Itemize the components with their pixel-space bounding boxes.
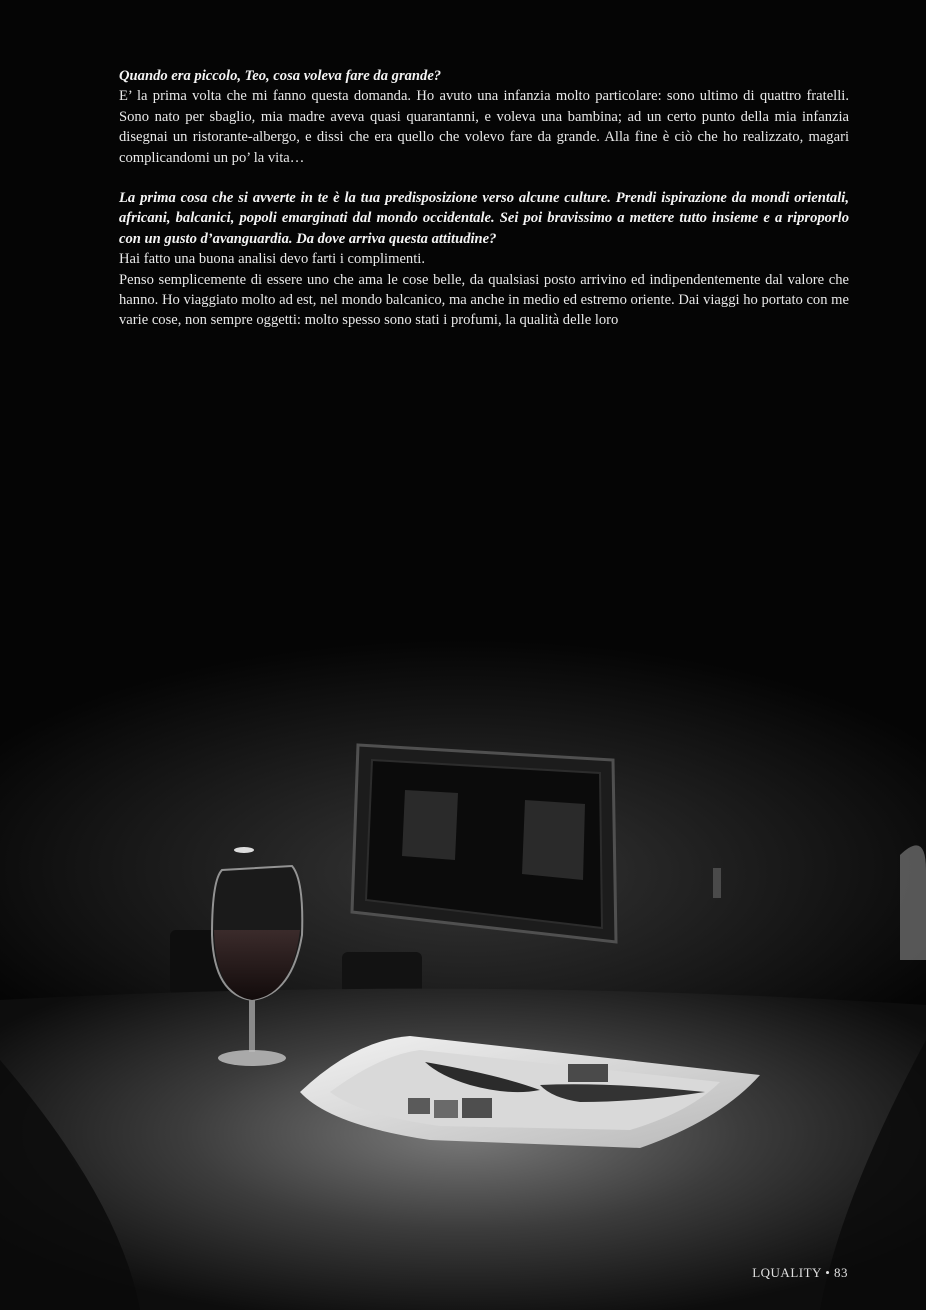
answer-childhood: E’ la prima volta che mi fanno questa domanda. Ho avuto una infanzia molto particolare: sono ultimo di quattro fratelli. Sono nato per sbaglio, mia madre aveva quasi quarantanni, e voleva una bambina; ad un certo punto della mia infanzia disegnai un ristorante-albergo, e dissi che era quello che volevo fare da grande. Alla fine è ciò che ho realizzato, magari complicandomi un po’ la vita… <box>119 88 849 166</box>
page-footer: LQUALITY • 83 <box>752 1265 848 1280</box>
paragraph-spacer <box>119 168 849 188</box>
question-childhood: Quando era piccolo, Teo, cosa voleva fare da grande? <box>119 68 442 84</box>
article-text <box>119 66 849 331</box>
wall-frame <box>352 745 616 942</box>
answer-cultures-body: Penso semplicemente di essere uno che ama le cose belle, da qualsiasi posto arrivino ed indipendentemente dal valore che hanno. Ho viaggiato molto ad est, nel mondo balcanico, ma anche in medio ed estremo oriente. Dai viaggi ho portato con me varie cose, non sempre oggetti: molto spesso sono stati i profumi, la qualità delle loro <box>119 271 849 329</box>
question-cultures: La prima cosa che si avverte in te è la tua predisposizione verso alcune culture. Prendi ispirazione da mondi orientali, africani, balcanici, popoli emarginati dal mondo occidentale. Sei poi bravissimo a mettere tutto insieme e a riproporlo con un gusto d’avanguardia. Da dove arriva questa attitudine? <box>119 190 849 247</box>
answer-cultures-intro: Hai fatto una buona analisi devo farti i complimenti. <box>119 251 425 268</box>
